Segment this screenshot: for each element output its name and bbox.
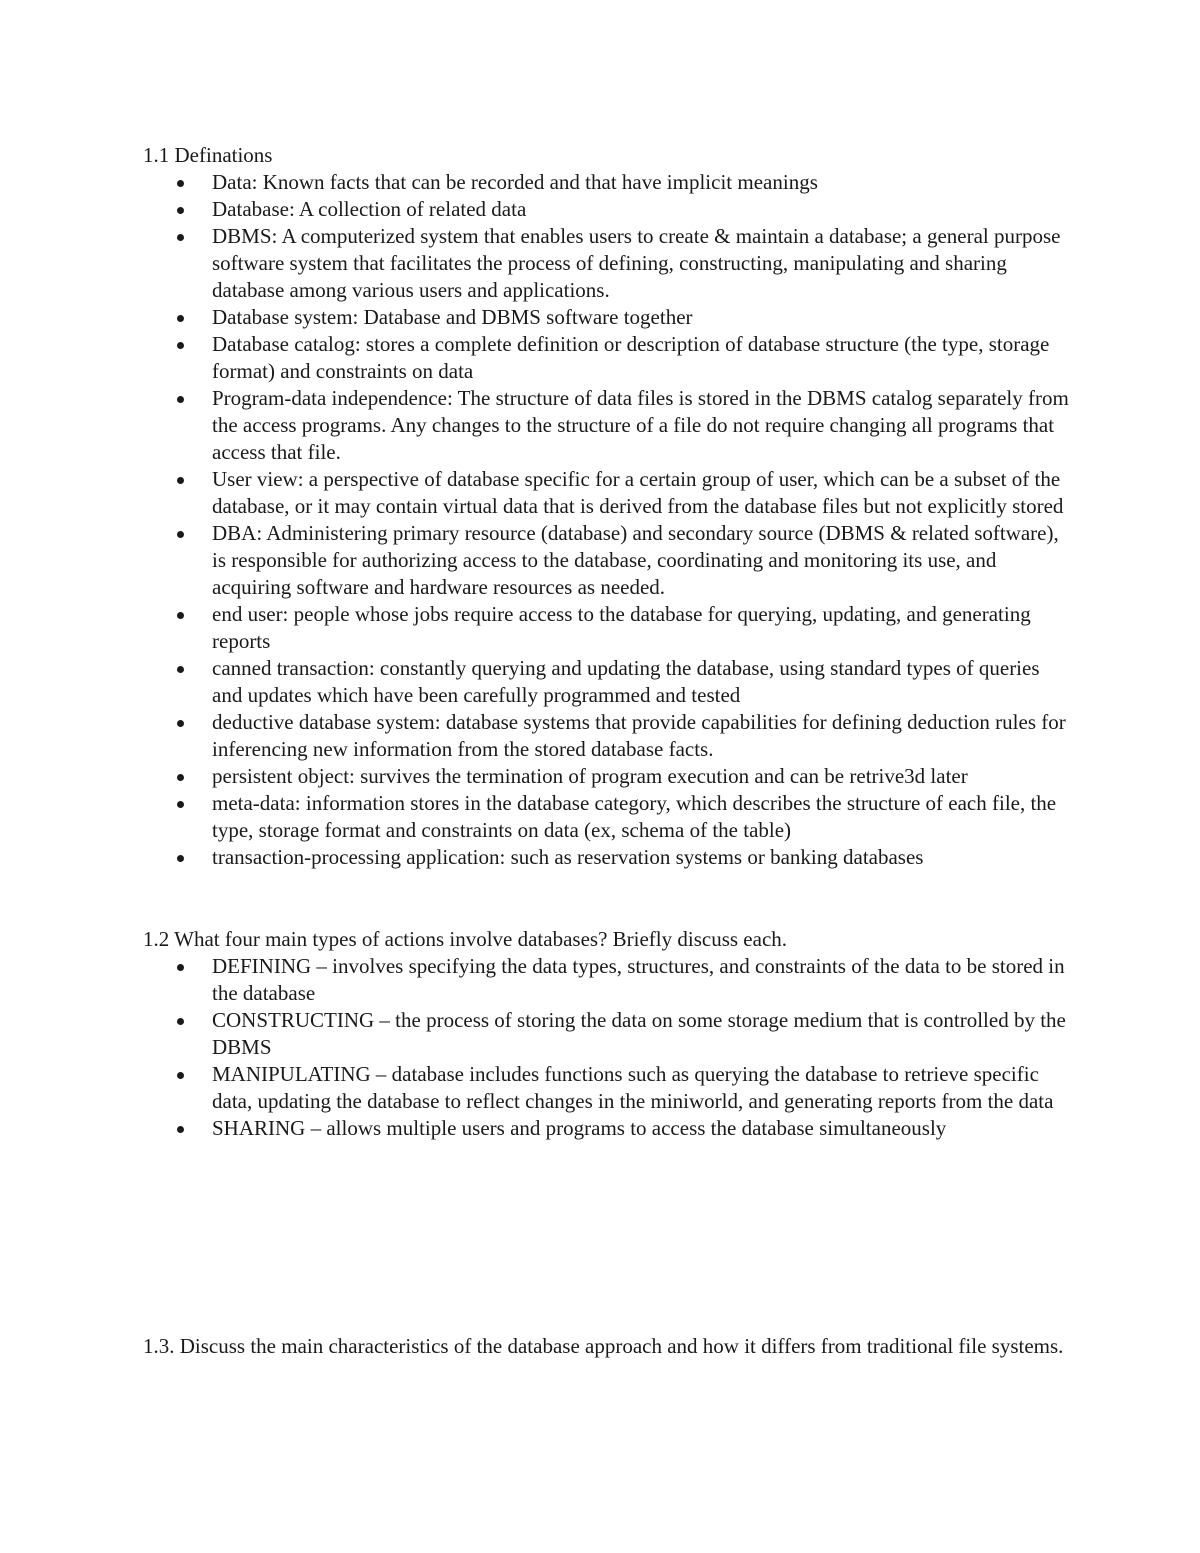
section-actions	[143, 926, 1073, 1142]
bullet-icon	[177, 666, 184, 673]
bullet-icon	[177, 315, 184, 322]
list-item	[143, 1061, 1073, 1115]
list-item	[143, 844, 1073, 871]
list-item-text: MANIPULATING – database includes functions such as querying the database to retrieve specific data, updating the database to reflect changes in the miniworld, and generating reports from the data	[212, 1062, 1054, 1113]
list-item-text: DBA: Administering primary resource (database) and secondary source (DBMS & related software), is responsible for authorizing access to the database, coordinating and monitoring its use, and acquiring software and hardware resources as needed.	[212, 521, 1059, 599]
list-item-text: deductive database system: database systems that provide capabilities for defining deduction rules for inferencing new information from the stored database facts.	[212, 710, 1066, 761]
list-item	[143, 331, 1073, 385]
list-item	[143, 601, 1073, 655]
bullet-icon	[177, 477, 184, 484]
list-item	[143, 520, 1073, 601]
bullet-icon	[177, 720, 184, 727]
bullet-icon	[177, 234, 184, 241]
list-item-text: Database catalog: stores a complete definition or description of database structure (the type, storage format) and constraints on data	[212, 332, 1050, 383]
list-item-text: end user: people whose jobs require access to the database for querying, updating, and generating reports	[212, 602, 1031, 653]
list-item-text: Database: A collection of related data	[212, 197, 527, 221]
bullet-icon	[177, 612, 184, 619]
bullet-icon	[177, 342, 184, 349]
list-item	[143, 655, 1073, 709]
list-item	[143, 169, 1073, 196]
bullet-icon	[177, 531, 184, 538]
bullet-icon	[177, 396, 184, 403]
list-item-text: Program-data independence: The structure of data files is stored in the DBMS catalog separately from the access programs. Any changes to the structure of a file do not require changing all programs that access that file.	[212, 386, 1069, 464]
bullet-icon	[177, 207, 184, 214]
list-item-text: User view: a perspective of database specific for a certain group of user, which can be a subset of the database, or it may contain virtual data that is derived from the database files but not explicitly stored	[212, 467, 1064, 518]
list-item-text: DBMS: A computerized system that enables users to create & maintain a database; a general purpose software system that facilitates the process of defining, constructing, manipulating and sharing database among various users and applications.	[212, 224, 1061, 302]
list-item	[143, 385, 1073, 466]
list-item	[143, 223, 1073, 304]
bullet-icon	[177, 1126, 184, 1133]
list-item-text: Data: Known facts that can be recorded and that have implicit meanings	[212, 170, 818, 194]
bullet-icon	[177, 180, 184, 187]
bullet-icon	[177, 964, 184, 971]
list-item-text: SHARING – allows multiple users and programs to access the database simultaneously	[212, 1116, 947, 1140]
list-item	[143, 709, 1073, 763]
list-item	[143, 763, 1073, 790]
bullet-icon	[177, 1072, 184, 1079]
section-heading: 1.3. Discuss the main characteristics of the database approach and how it differs from traditional file systems.	[143, 1334, 1064, 1358]
list-item-text: CONSTRUCTING – the process of storing the data on some storage medium that is controlled by the DBMS	[212, 1008, 1066, 1059]
list-item-text: Database system: Database and DBMS software together	[212, 305, 693, 329]
list-item-text: canned transaction: constantly querying and updating the database, using standard types of queries and updates which have been carefully programmed and tested	[212, 656, 1040, 707]
definitions-list	[143, 169, 1073, 871]
list-item-text: meta-data: information stores in the database category, which describes the structure of each file, the type, storage format and constraints on data (ex, schema of the table)	[212, 791, 1057, 842]
list-item	[143, 466, 1073, 520]
list-item-text: persistent object: survives the termination of program execution and can be retrive3d later	[212, 764, 968, 788]
actions-list	[143, 953, 1073, 1142]
list-item	[143, 304, 1073, 331]
bullet-icon	[177, 1018, 184, 1025]
section-definitions	[143, 142, 1073, 871]
section-heading: 1.1 Definations	[143, 143, 273, 167]
list-item	[143, 1007, 1073, 1061]
list-item-text: transaction-processing application: such as reservation systems or banking databases	[212, 845, 924, 869]
bullet-icon	[177, 855, 184, 862]
bullet-icon	[177, 801, 184, 808]
list-item	[143, 790, 1073, 844]
bullet-icon	[177, 774, 184, 781]
list-item	[143, 953, 1073, 1007]
section-heading: 1.2 What four main types of actions involve databases? Briefly discuss each.	[143, 927, 788, 951]
list-item-text: DEFINING – involves specifying the data types, structures, and constraints of the data to be stored in the database	[212, 954, 1065, 1005]
list-item	[143, 196, 1073, 223]
section-characteristics	[143, 1333, 1073, 1360]
list-item	[143, 1115, 1073, 1142]
